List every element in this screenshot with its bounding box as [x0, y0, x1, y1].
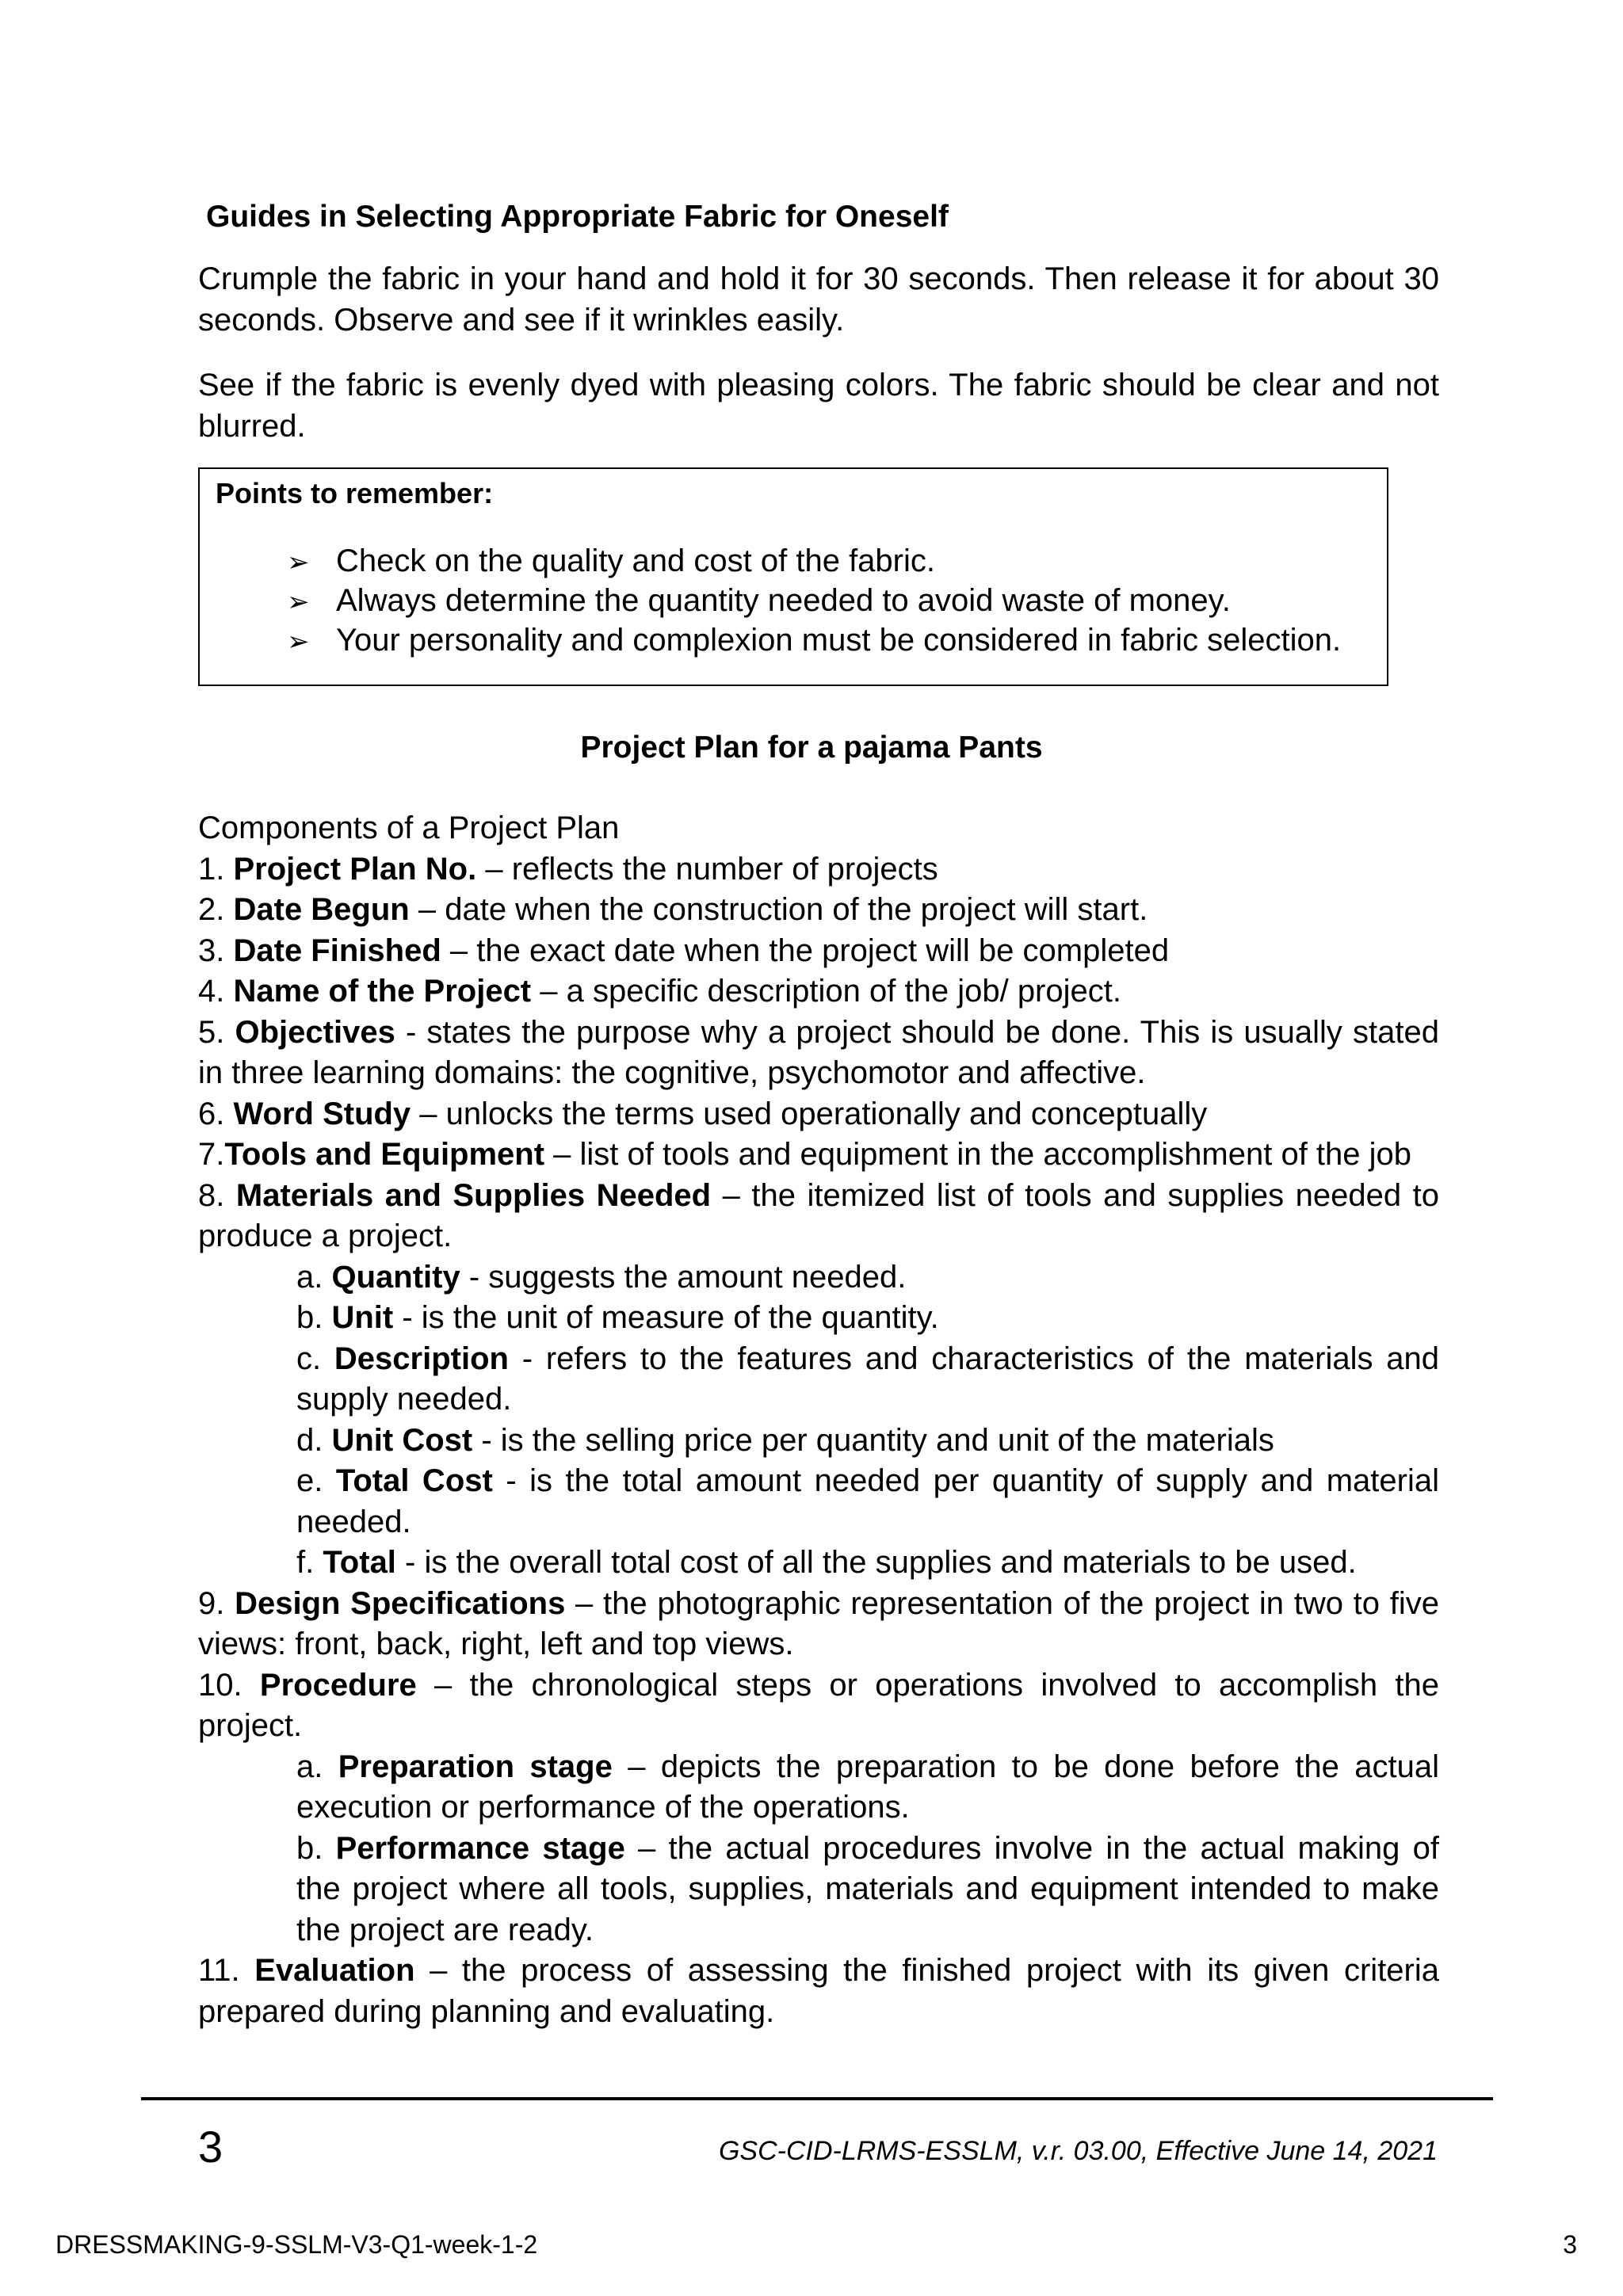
item-term: Preparation stage [338, 1749, 613, 1784]
page-number: 3 [198, 2122, 223, 2172]
paragraph-crumple-test: Crumple the fabric in your hand and hold it for 30 seconds. Then release it for about 30 seconds. Observe and see if it wrinkles easily. [198, 261, 1439, 338]
item-number: 2. [198, 892, 234, 927]
paragraph-dye-check: See if the fabric is evenly dyed with pleasing colors. The fabric should be clear and not blurred. [198, 368, 1439, 444]
file-name: DRESSMAKING-9-SSLM-V3-Q1-week-1-2 [55, 2230, 538, 2259]
list-item [198, 1013, 1439, 1094]
item-desc: - is the selling price per quantity and unit of the materials [472, 1422, 1274, 1458]
item-term: Tools and Equipment [224, 1137, 545, 1172]
item-desc: – the process of assessing the finished project with its given criteria prepared during planning and evaluating. [198, 1953, 1440, 2029]
point-text: Always determine the quantity needed to avoid waste of money. [336, 583, 1231, 618]
item-term: Evaluation [254, 1953, 415, 1988]
arrow-bullet-icon: ➢ [287, 626, 310, 658]
list-item [198, 1461, 1439, 1543]
item-term: Total Cost [335, 1463, 493, 1498]
plan-title: Project Plan for a pajama Pants [580, 730, 1043, 765]
points-list [287, 542, 1341, 661]
components-list [198, 808, 1439, 2032]
section-title: Guides in Selecting Appropriate Fabric for Oneself [206, 200, 949, 234]
list-item [198, 971, 1439, 1013]
list-item [198, 890, 1439, 931]
components-heading: Components of a Project Plan [198, 810, 620, 845]
list-item [198, 1665, 1439, 1747]
item-term: Description [334, 1341, 509, 1376]
item-term: Quantity [331, 1259, 460, 1295]
points-to-remember-box [198, 467, 1388, 686]
item-number: a. [296, 1259, 332, 1295]
item-desc: - is the overall total cost of all the supplies and materials to be used. [395, 1545, 1357, 1580]
item-number: 10. [198, 1667, 260, 1703]
list-item [198, 1747, 1439, 1829]
item-term: Procedure [259, 1667, 417, 1703]
item-term: Date Finished [233, 933, 441, 968]
footer-divider [141, 2097, 1493, 2100]
item-number: 9. [198, 1585, 235, 1621]
item-desc: - refers to the features and characteristics of the materials and supply needed. [296, 1341, 1439, 1417]
item-number: a. [296, 1749, 338, 1784]
item-desc: – date when the construction of the project will start. [409, 892, 1148, 927]
document-code: GSC-CID-LRMS-ESSLM, v.r. 03.00, Effective June 14, 2021 [718, 2136, 1438, 2166]
item-desc: – the actual procedures involve in the actual making of the project where all tools, supplies, materials and equipment intended to make the project are ready. [296, 1830, 1439, 1947]
list-item [198, 1421, 1439, 1462]
item-term: Word Study [233, 1096, 411, 1131]
item-desc: – a specific description of the job/ project. [531, 974, 1121, 1009]
item-term: Date Begun [233, 892, 410, 927]
item-term: Objectives [235, 1014, 395, 1050]
item-number: 8. [198, 1177, 236, 1213]
item-number: 7. [198, 1137, 225, 1172]
item-desc: – the exact date when the project will be completed [441, 933, 1170, 968]
list-item [198, 849, 1439, 891]
item-term: Materials and Supplies Needed [235, 1177, 712, 1213]
item-desc: - is the unit of measure of the quantity. [393, 1300, 939, 1335]
list-item [198, 1584, 1439, 1665]
item-term: Unit Cost [331, 1422, 473, 1458]
list-item [198, 1951, 1439, 2032]
item-number: d. [296, 1422, 332, 1458]
list-item [198, 1298, 1439, 1339]
item-term: Unit [331, 1300, 394, 1335]
list-item [198, 1094, 1439, 1135]
item-term: Project Plan No. [233, 851, 477, 887]
list-item [198, 1829, 1439, 1951]
point-text: Check on the quality and cost of the fabric. [336, 543, 935, 578]
item-desc: – list of tools and equipment in the accomplishment of the job [544, 1137, 1412, 1172]
item-term: Total [323, 1545, 396, 1580]
item-number: b. [296, 1830, 336, 1866]
item-number: b. [296, 1300, 332, 1335]
item-desc: – reflects the number of projects [476, 851, 938, 887]
item-number: f. [296, 1545, 323, 1580]
item-number: 3. [198, 933, 234, 968]
point-text: Your personality and complexion must be considered in fabric selection. [336, 623, 1342, 658]
item-desc: - states the purpose why a project should be done. This is usually stated in three learning domains: the cognitive, psychomotor and affective. [198, 1014, 1439, 1090]
list-item [198, 1543, 1439, 1584]
item-number: 4. [198, 974, 234, 1009]
item-desc: - suggests the amount needed. [460, 1259, 907, 1295]
item-desc: – the photographic representation of the project in two to five views: front, back, right, left and top views. [198, 1585, 1439, 1661]
item-number: c. [296, 1341, 334, 1376]
item-number: 1. [198, 851, 234, 887]
list-item [198, 931, 1439, 972]
item-desc: – depicts the preparation to be done before the actual execution or performance of the operations. [296, 1749, 1439, 1825]
item-desc: - is the total amount needed per quantity of supply and material needed. [296, 1463, 1439, 1539]
file-page-number: 3 [1563, 2230, 1577, 2259]
list-item [198, 1176, 1439, 1257]
points-box-title: Points to remember: [216, 477, 494, 509]
item-desc: – the itemized list of tools and supplies needed to produce a project. [198, 1177, 1440, 1253]
list-item [287, 621, 1341, 661]
item-number: 11. [198, 1953, 255, 1988]
item-number: 6. [198, 1096, 234, 1131]
item-number: e. [296, 1463, 336, 1498]
item-term: Performance stage [335, 1830, 625, 1866]
item-number: 5. [198, 1014, 235, 1050]
list-item [198, 1135, 1439, 1176]
item-desc: – the chronological steps or operations involved to accomplish the project. [198, 1667, 1439, 1743]
item-term: Name of the Project [233, 974, 532, 1009]
item-term: Design Specifications [235, 1585, 566, 1621]
list-item [198, 1257, 1439, 1299]
arrow-bullet-icon: ➢ [287, 586, 310, 618]
arrow-bullet-icon: ➢ [287, 547, 310, 578]
list-item [287, 542, 1341, 582]
list-item [198, 1339, 1439, 1421]
item-desc: – unlocks the terms used operationally and conceptually [411, 1096, 1208, 1131]
list-item [287, 582, 1341, 621]
